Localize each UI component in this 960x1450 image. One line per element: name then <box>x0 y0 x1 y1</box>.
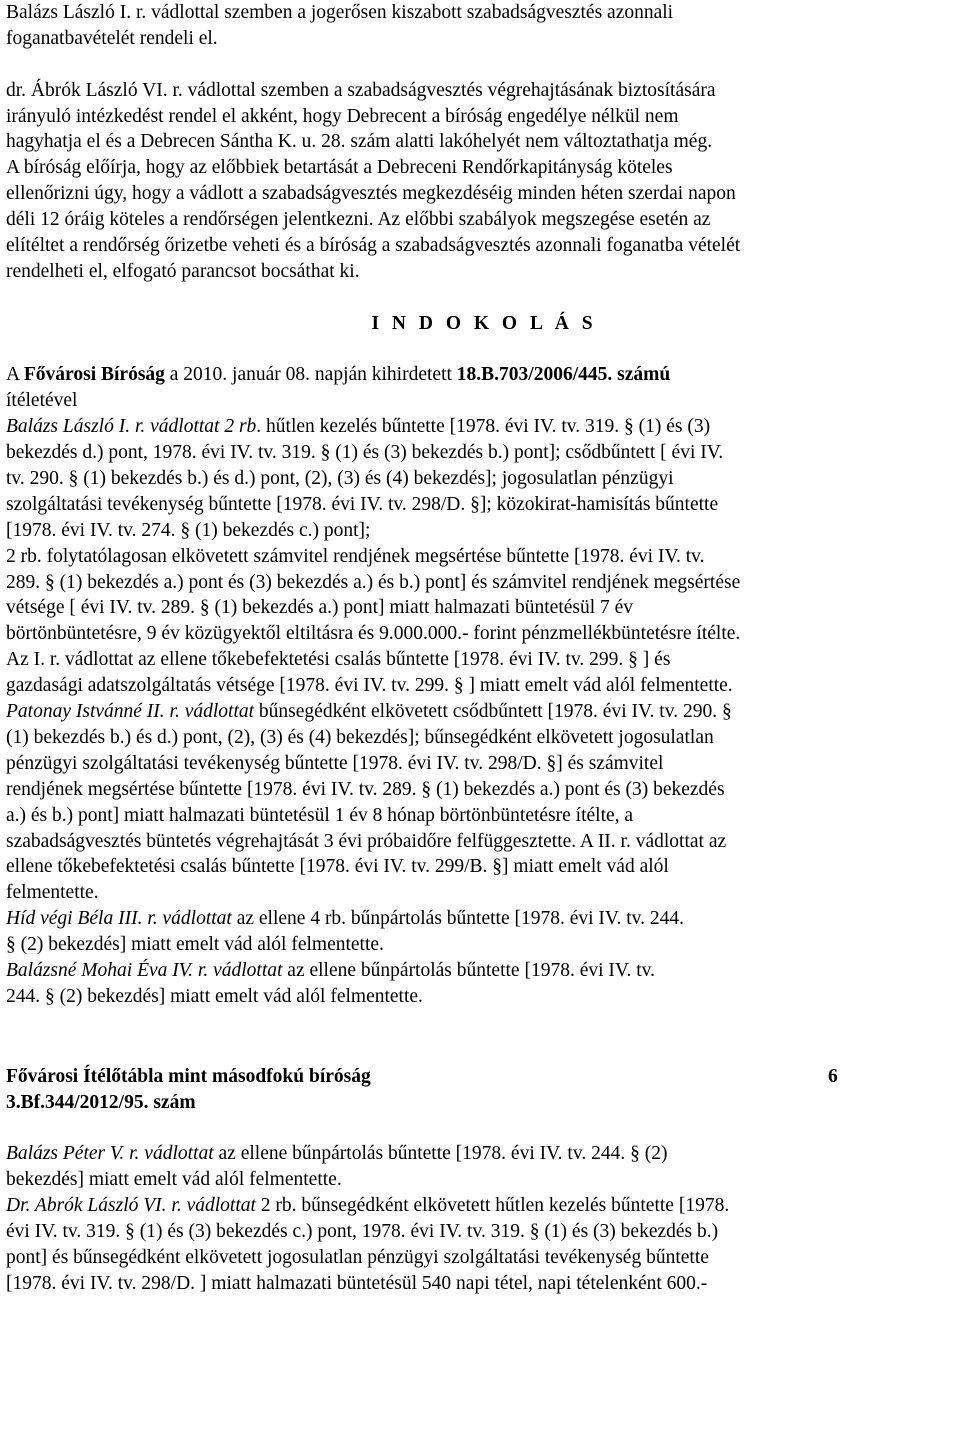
text-line <box>6 233 956 259</box>
text-segment: ítéletével <box>6 390 78 412</box>
text-line <box>6 570 956 596</box>
text-line <box>6 78 956 104</box>
text-segment: 2 rb. bűnsegédként elkövetett hűtlen kezelés bűntette [1978. <box>255 1195 730 1217</box>
text-segment: szolgáltatási tevékenység bűntette [1978. évi IV. tv. 298/D. §]; közokirat-hamisítás bűntette <box>6 493 719 515</box>
spacer <box>6 337 956 363</box>
text-segment: 289. § (1) bekezdés a.) pont és (3) bekezdés a.) és b.) pont] és számvitel rendjének megsértése <box>6 571 741 593</box>
page-header-line <box>6 1064 956 1090</box>
text-line <box>6 777 956 803</box>
text-segment: Balázs László I. r. vádlottal szemben a jogerősen kiszabott szabadságvesztés azonnali <box>6 2 674 23</box>
defendant-name: Balázsné Mohai Éva IV. r. vádlottat <box>6 959 283 981</box>
text-segment: börtönbüntetésre, 9 év közügyektől eltiltásra és 9.000.000.- forint pénzmellékbüntetésre ítélte. <box>6 623 741 645</box>
emphasized-text: Fővárosi Bíróság <box>23 364 165 386</box>
text-segment: 244. § (2) bekezdés] miatt emelt vád alól felmentette. <box>6 985 423 1007</box>
text-line <box>6 699 956 725</box>
text-segment: elítéltet a rendőrség őrizetbe veheti és a bíróság a szabadságvesztés azonnali foganatba vételét <box>6 235 741 257</box>
text-line <box>6 181 956 207</box>
defendant-name: Balázs Péter V. r. vádlottat <box>6 1143 214 1165</box>
text-segment: rendjének megsértése bűntette [1978. évi IV. tv. 289. § (1) bekezdés a.) pont és (3) bekezdés <box>6 778 725 800</box>
text-segment: szabadságvesztés büntetés végrehajtását 3 évi próbaidőre felfüggesztette. A II. r. vádlottat az <box>6 830 727 852</box>
text-line <box>6 0 956 26</box>
text-line <box>6 1167 956 1193</box>
text-line <box>6 1271 956 1297</box>
page-header-text: 3.Bf.344/2012/95. szám <box>6 1091 196 1113</box>
defendant-name: Dr. Abrók László VI. r. vádlottat <box>6 1195 256 1217</box>
text-segment: vétsége [ évi IV. tv. 289. § (1) bekezdés a.) pont] miatt halmazati büntetésül 7 év <box>6 597 634 619</box>
emphasized-text: 18.B.703/2006/445. számú <box>456 364 671 386</box>
text-segment: (1) bekezdés b.) és d.) pont, (2), (3) és (4) bekezdés]; bűnsegédként elkövetett jogosulatlan <box>6 726 714 748</box>
text-line <box>6 1219 956 1245</box>
text-line <box>6 259 956 285</box>
defendant-name: Patonay Istvánné II. r. vádlottat <box>6 701 255 723</box>
text-segment: dr. Ábrók László VI. r. vádlottal szemben a szabadságvesztés végrehajtásának biztosítására <box>6 79 716 101</box>
text-line <box>6 1193 956 1219</box>
spacer <box>6 285 956 311</box>
page-header-line <box>6 1090 956 1116</box>
text-line <box>6 544 956 570</box>
spacer <box>6 1010 956 1064</box>
text-segment: pénzügyi szolgáltatási tevékenység bűntette [1978. évi IV. tv. 298/D. §] és számvitel <box>6 752 664 774</box>
text-line <box>6 155 956 181</box>
text-line <box>6 595 956 621</box>
text-line <box>6 647 956 673</box>
text-line <box>6 621 956 647</box>
text-line <box>6 906 956 932</box>
text-line <box>6 803 956 829</box>
text-line <box>6 1245 956 1271</box>
text-line <box>6 673 956 699</box>
text-line <box>6 958 956 984</box>
text-segment: az ellene bűnpártolás bűntette [1978. évi IV. tv. <box>282 959 655 981</box>
text-segment: Az I. r. vádlottat az ellene tőkebefektetési csalás bűntette [1978. évi IV. tv. 299. § ] és <box>6 649 671 671</box>
text-segment: felmentette. <box>6 882 99 904</box>
text-segment: évi IV. tv. 319. § (1) és (3) bekezdés c.) pont, 1978. évi IV. tv. 319. § (1) és (3) bekezdés b.) <box>6 1221 719 1243</box>
text-line <box>6 466 956 492</box>
text-segment: déli 12 óráig köteles a rendőrségen jelentkezni. Az előbbi szabályok megszegése esetén az <box>6 209 711 231</box>
text-line <box>6 440 956 466</box>
text-segment: ellenőrizni úgy, hogy a vádlott a szabadságvesztés megkezdéséig minden héten szerdai napon <box>6 183 736 205</box>
text-segment: a 2010. január 08. napján kihirdetett <box>164 364 457 386</box>
text-line <box>6 725 956 751</box>
text-line <box>6 207 956 233</box>
document-page <box>6 0 956 1297</box>
text-segment: gazdasági adatszolgáltatás vétsége [1978. évi IV. tv. 299. § ] miatt emelt vád alól felmentette. <box>6 675 733 697</box>
text-line <box>6 751 956 777</box>
text-line <box>6 129 956 155</box>
text-segment: hagyhatja el és a Debrecen Sántha K. u. 28. szám alatti lakóhelyét nem változtathatja még. <box>6 131 713 153</box>
defendant-name: Balázs László I. r. vádlottat 2 rb <box>6 416 257 438</box>
text-line <box>6 829 956 855</box>
text-line <box>6 932 956 958</box>
text-line <box>6 104 956 130</box>
text-segment: pont] és bűnsegédként elkövetett jogosulatlan pénzügyi szolgáltatási tevékenység bűntette <box>6 1246 709 1268</box>
spacer <box>6 52 956 78</box>
text-segment: § (2) bekezdés] miatt emelt vád alól felmentette. <box>6 934 384 956</box>
text-line <box>6 414 956 440</box>
text-segment: bűnsegédként elkövetett csődbűntett [1978. évi IV. tv. 290. § <box>254 701 732 723</box>
text-segment: A <box>6 364 24 386</box>
text-segment: bekezdés] miatt emelt vád alól felmentette. <box>6 1169 342 1191</box>
text-line <box>6 518 956 544</box>
text-segment: a.) és b.) pont] miatt halmazati büntetésül 1 év 8 hónap börtönbüntetésre ítélte, a <box>6 804 634 826</box>
section-heading: I N D O K O L Á S <box>371 312 597 334</box>
text-segment: foganatbavételét rendeli el. <box>6 27 218 49</box>
text-segment: ellene tőkebefektetési csalás bűntette [1978. évi IV. tv. 299/B. §] miatt emelt vád alól <box>6 856 669 878</box>
text-line <box>6 880 956 906</box>
text-line <box>6 492 956 518</box>
page-number: 6 <box>828 1065 838 1087</box>
defendant-name: Híd végi Béla III. r. vádlottat <box>6 908 232 930</box>
text-segment: . hűtlen kezelés bűntette [1978. évi IV. tv. 319. § (1) és (3) <box>256 416 711 438</box>
text-segment: az ellene bűnpártolás bűntette [1978. évi IV. tv. 244. § (2) <box>213 1143 668 1165</box>
text-line <box>6 854 956 880</box>
text-segment: az ellene 4 rb. bűnpártolás bűntette [1978. évi IV. tv. 244. <box>231 908 685 930</box>
text-segment: [1978. évi IV. tv. 298/D. ] miatt halmazati büntetésül 540 napi tétel, napi tételenként 600.- <box>6 1272 708 1294</box>
text-segment: bekezdés d.) pont, 1978. évi IV. tv. 319. § (1) és (3) bekezdés b.) pont]; csődbűntett [ évi IV. <box>6 442 724 464</box>
text-line <box>6 1141 956 1167</box>
text-segment: irányuló intézkedést rendel el akként, hogy Debrecent a bíróság engedélye nélkül nem <box>6 105 679 127</box>
text-line <box>6 984 956 1010</box>
text-line <box>6 26 956 52</box>
text-line <box>6 388 956 414</box>
spacer <box>6 1116 956 1142</box>
text-line <box>6 362 956 388</box>
page-header-text: Fővárosi Ítélőtábla mint másodfokú bíróság <box>6 1065 371 1087</box>
text-segment: [1978. évi IV. tv. 274. § (1) bekezdés c.) pont]; <box>6 519 371 541</box>
text-segment: 2 rb. folytatólagosan elkövetett számvitel rendjének megsértése bűntette [1978. évi IV. tv. <box>6 545 705 567</box>
text-segment: tv. 290. § (1) bekezdés b.) és d.) pont, (2), (3) és (4) bekezdés]; jogosulatlan pénzügyi <box>6 468 674 490</box>
text-segment: rendelheti el, elfogató parancsot bocsáthat ki. <box>6 260 360 282</box>
text-segment: A bíróság előírja, hogy az előbbiek betartását a Debreceni Rendőrkapitányság köteles <box>6 157 673 179</box>
